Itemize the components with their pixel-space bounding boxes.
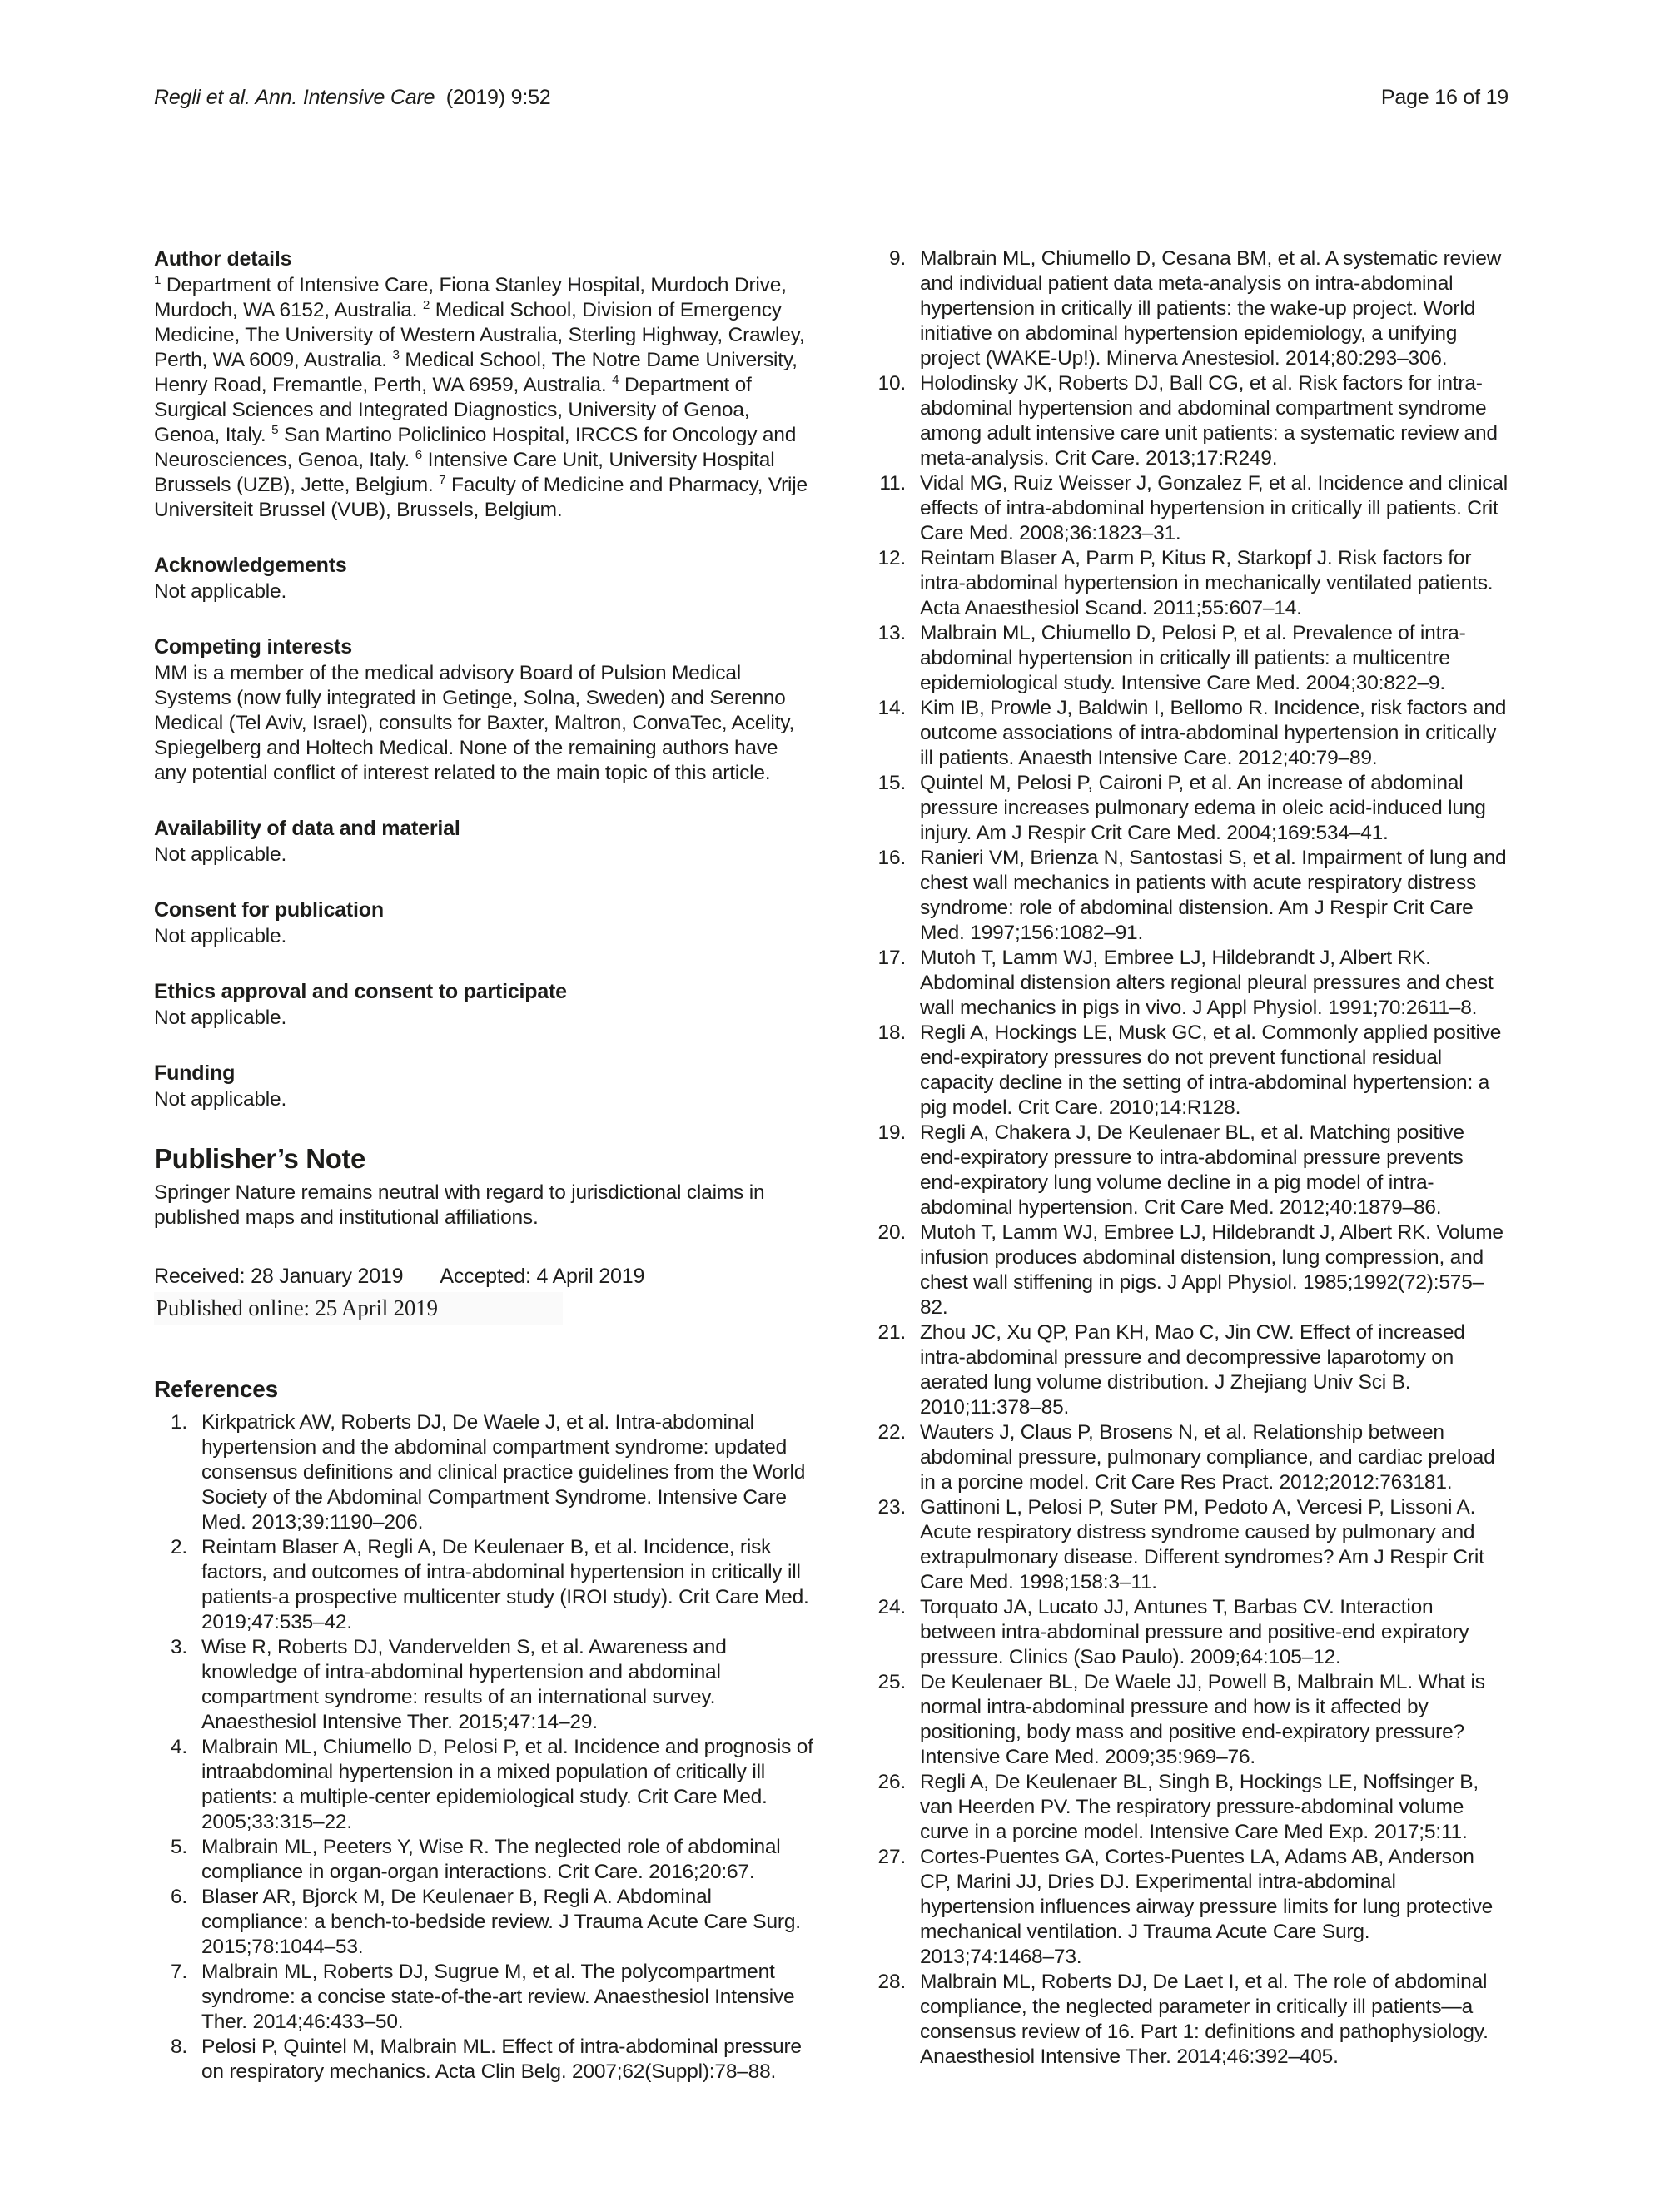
reference-item (154, 2035, 813, 2085)
reference-text: Zhou JC, Xu QP, Pan KH, Mao C, Jin CW. Effect of increased intra-abdominal pressure and decompressive laparotomy on aerated lung volume distribution. J Zhejiang Univ Sci B. 2010;11:378–85. (920, 1321, 1465, 1419)
reference-item (872, 1770, 1508, 1845)
consent-body: Not applicable. (154, 925, 287, 947)
section-references (154, 1375, 813, 2085)
header-citation (154, 85, 550, 110)
funding-body: Not applicable. (154, 1088, 287, 1111)
funding-heading: Funding (154, 1061, 236, 1085)
reference-text: Malbrain ML, Roberts DJ, De Laet I, et al. The role of abdominal compliance, the neglected parameter in critically ill patients—a consensus review of 16. Part 1: definitions and pathophysiology. Anaesthesiol Intensive Ther. 2014;46:392–405. (920, 1971, 1489, 2068)
reference-text: De Keulenaer BL, De Waele JJ, Powell B, Malbrain ML. What is normal intra-abdominal pressure and how is it affected by positioning, body mass and positive end-expiratory pressure? Intensive Care Med. 2009;35:969–76. (920, 1671, 1485, 1768)
reference-text: Kim IB, Prowle J, Baldwin I, Bellomo R. Incidence, risk factors and outcome associations of intra-abdominal hypertension in critically ill patients. Anaesth Intensive Care. 2012;40:79–89. (920, 697, 1507, 769)
reference-text: Gattinoni L, Pelosi P, Suter PM, Pedoto A, Vercesi P, Lissoni A. Acute respiratory distress syndrome caused by pulmonary and extrapulmonary disease. Different syndromes? Am J Respir Crit Care Med. 1998;158:3–11. (920, 1496, 1484, 1593)
reference-number: 28. (877, 1971, 906, 1993)
reference-item (872, 1970, 1508, 2070)
reference-text: Kirkpatrick AW, Roberts DJ, De Waele J, et al. Intra-abdominal hypertension and the abdominal compartment syndrome: updated consensus definitions and clinical practice guidelines from the World Society of the Abdominal Compartment Syndrome. Intensive Care Med. 2013;39:1190–206. (201, 1411, 806, 1533)
reference-number: 18. (877, 1021, 906, 1044)
reference-item (154, 1735, 813, 1835)
reference-text: Wauters J, Claus P, Brosens N, et al. Relationship between abdominal pressure, pulmonary compliance, and cardiac preload in a porcine model. Crit Care Res Pract. 2012;2012:763181. (920, 1421, 1495, 1494)
reference-item (154, 1410, 813, 1535)
reference-text: Malbrain ML, Peeters Y, Wise R. The neglected role of abdominal compliance in organ-organ interactions. Crit Care. 2016;20:67. (201, 1836, 781, 1883)
section-author-details (154, 246, 813, 523)
acknowledgements-body: Not applicable. (154, 580, 287, 603)
competing-interests-heading: Competing interests (154, 635, 352, 659)
running-header (154, 85, 1508, 110)
reference-number: 7. (170, 1961, 187, 1983)
reference-text: Vidal MG, Ruiz Weisser J, Gonzalez F, et al. Incidence and clinical effects of intra-abdominal hypertension in critically ill patients. Crit Care Med. 2008;36:1823–31. (920, 472, 1508, 544)
reference-item (872, 1021, 1508, 1121)
reference-item (872, 696, 1508, 771)
section-publishers-note (154, 1142, 813, 1230)
reference-item (872, 1845, 1508, 1970)
reference-item (872, 1220, 1508, 1320)
reference-item (154, 1835, 813, 1885)
reference-item (154, 1885, 813, 1960)
publishers-note-body: Springer Nature remains neutral with regard to jurisdictional claims in published maps and institutional affiliations. (154, 1181, 765, 1229)
reference-item (872, 1670, 1508, 1770)
reference-number: 25. (877, 1671, 906, 1693)
reference-text: Malbrain ML, Chiumello D, Pelosi P, et al. Prevalence of intra-abdominal hypertension in critically ill patients: a multicentre epidemiological study. Intensive Care Med. 2004;30:822–9. (920, 622, 1466, 694)
reference-text: Ranieri VM, Brienza N, Santostasi S, et al. Impairment of lung and chest wall mechanics in patients with acute respiratory distress syndrome: role of abdominal distension. Am J Respir Crit Care Med. 1997;156:1082–91. (920, 847, 1507, 944)
competing-interests-body: MM is a member of the medical advisory Board of Pulsion Medical Systems (now fully integrated in Getinge, Solna, Sweden) and Serenno Medical (Tel Aviv, Israel), consults for Baxter, Maltron, ConvaTec, Acelity, Spiegelberg and Holtech Medical. None of the remaining authors have any potential conflict of interest related to the main topic of this article. (154, 662, 795, 784)
reference-item (872, 946, 1508, 1021)
reference-text: Malbrain ML, Chiumello D, Pelosi P, et al. Incidence and prognosis of intraabdominal hypertension in a mixed population of critically ill patients: a multiple-center epidemiological study. Crit Care Med. 2005;33:315–22. (201, 1736, 813, 1833)
reference-number: 8. (170, 2036, 187, 2058)
author-details-heading: Author details (154, 247, 292, 271)
section-funding (154, 1061, 813, 1112)
reference-item (872, 371, 1508, 471)
consent-heading: Consent for publication (154, 898, 384, 922)
left-column (154, 246, 813, 2085)
reference-number: 20. (877, 1221, 906, 1244)
reference-number: 5. (170, 1836, 187, 1858)
acknowledgements-heading: Acknowledgements (154, 554, 347, 577)
reference-text: Malbrain ML, Chiumello D, Cesana BM, et al. A systematic review and individual patient data meta-analysis on intra-abdominal hypertension in critically ill patients: the wake-up project. World initiative on abdominal hypertension epidemiology, a unifying project (WAKE-Up!). Minerva Anestesiol. 2014;80:293–306. (920, 247, 1502, 370)
reference-text: Wise R, Roberts DJ, Vandervelden S, et al. Awareness and knowledge of intra-abdominal hypertension and abdominal compartment syndrome: results of an international survey. Anaesthesiol Intensive Ther. 2015;47:14–29. (201, 1636, 727, 1733)
ethics-heading: Ethics approval and consent to participate (154, 980, 567, 1003)
reference-item (872, 771, 1508, 846)
reference-item (872, 1595, 1508, 1670)
reference-number: 6. (170, 1886, 187, 1908)
section-consent (154, 897, 813, 949)
availability-body: Not applicable. (154, 843, 287, 866)
reference-number: 3. (170, 1636, 187, 1658)
published-online-date: Published online: 25 April 2019 (154, 1292, 563, 1325)
reference-item (872, 1320, 1508, 1420)
reference-text: Regli A, De Keulenaer BL, Singh B, Hockings LE, Noffsinger B, van Heerden PV. The respiratory pressure-abdominal volume curve in a porcine model. Intensive Care Med Exp. 2017;5:11. (920, 1771, 1479, 1843)
references-list-left (154, 1410, 813, 2085)
reference-text: Reintam Blaser A, Regli A, De Keulenaer B, et al. Incidence, risk factors, and outcomes of intra-abdominal hypertension in critically ill patients-a prospective multicenter study (IROI study). Crit Care Med. 2019;47:535–42. (201, 1536, 809, 1633)
reference-number: 13. (877, 622, 906, 644)
reference-number: 23. (877, 1496, 906, 1519)
reference-item (872, 621, 1508, 696)
reference-text: Mutoh T, Lamm WJ, Embree LJ, Hildebrandt J, Albert RK. Volume infusion produces abdominal distension, lung compression, and chest wall stiffening in pigs. J Appl Physiol. 1985;1992(72):575–82. (920, 1221, 1503, 1319)
reference-text: Malbrain ML, Roberts DJ, Sugrue M, et al. The polycompartment syndrome: a concise state-of-the-art review. Anaesthesiol Intensive Ther. 2014;46:433–50. (201, 1961, 795, 2033)
reference-number: 17. (877, 947, 906, 969)
section-ethics (154, 979, 813, 1031)
reference-item (154, 1635, 813, 1735)
reference-item (872, 246, 1508, 371)
reference-text: Cortes-Puentes GA, Cortes-Puentes LA, Adams AB, Anderson CP, Marini JJ, Dries DJ. Experimental intra-abdominal hypertension influences airway pressure limits for lung protective mechanical ventilation. J Trauma Acute Care Surg. 2013;74:1468–73. (920, 1846, 1494, 1968)
author-details-body: $^1$ Department of Intensive Care, Fiona Stanley Hospital, Murdoch Drive, Murdoch, WA 6152, Australia. $^2$ Medical School, Division of Emergency Medicine, The University of Western Australia, Sterling Highway, Crawley, Perth, WA 6009, Australia. $^3$ Medical School, The Notre Dame University, Henry Road, Fremantle, Perth, WA 6959, Australia. $^4$ Department of Surgical Sciences and Integrated Diagnostics, University of Genoa, Genoa, Italy. $^5$ San Martino Policlinico Hospital, IRCCS for Oncology and Neurosciences, Genoa, Italy. $^6$ Intensive Care Unit, University Hospital Brussels (UZB), Jette, Belgium. $^7$ Faculty of Medicine and Pharmacy, Vrije Universiteit Brussel (VUB), Brussels, Belgium. (154, 272, 808, 521)
references-heading: References (154, 1376, 278, 1402)
accepted-date: Accepted: 4 April 2019 (440, 1265, 645, 1288)
reference-number: 22. (877, 1421, 906, 1444)
availability-heading: Availability of data and material (154, 817, 460, 840)
right-column (872, 246, 1508, 2070)
reference-text: Pelosi P, Quintel M, Malbrain ML. Effect of intra-abdominal pressure on respiratory mechanics. Acta Clin Belg. 2007;62(Suppl):78–88. (201, 2036, 802, 2083)
published-online-line (154, 1289, 813, 1325)
reference-text: Reintam Blaser A, Parm P, Kitus R, Starkopf J. Risk factors for intra-abdominal hypertension in mechanically ventilated patients. Acta Anaesthesiol Scand. 2011;55:607–14. (920, 547, 1494, 619)
reference-text: Blaser AR, Bjorck M, De Keulenaer B, Regli A. Abdominal compliance: a bench-to-bedside review. J Trauma Acute Care Surg. 2015;78:1044–53. (201, 1886, 801, 1958)
reference-number: 1. (170, 1411, 187, 1434)
reference-number: 14. (877, 697, 906, 719)
reference-item (154, 1960, 813, 2035)
reference-number: 19. (877, 1121, 906, 1144)
reference-number: 27. (877, 1846, 906, 1868)
header-citation-issue: (2019) 9:52 (435, 86, 551, 109)
reference-number: 16. (877, 847, 906, 869)
reference-text: Holodinsky JK, Roberts DJ, Ball CG, et al. Risk factors for intra-abdominal hypertension and abdominal compartment syndrome among adult intensive care unit patients: a systematic review and meta-analysis. Crit Care. 2013;17:R249. (920, 372, 1498, 470)
reference-text: Torquato JA, Lucato JJ, Antunes T, Barbas CV. Interaction between intra-abdominal pressure and positive-end expiratory pressure. Clinics (Sao Paulo). 2009;64:105–12. (920, 1596, 1469, 1668)
section-acknowledgements (154, 553, 813, 604)
reference-number: 26. (877, 1771, 906, 1793)
section-availability (154, 816, 813, 867)
reference-number: 15. (877, 772, 906, 794)
reference-number: 10. (877, 372, 906, 395)
reference-number: 9. (888, 247, 906, 270)
reference-item (872, 546, 1508, 621)
ethics-body: Not applicable. (154, 1007, 287, 1029)
reference-item (872, 1121, 1508, 1220)
reference-number: 11. (879, 472, 906, 495)
reference-text: Regli A, Hockings LE, Musk GC, et al. Commonly applied positive end-expiratory pressures do not prevent functional residual capacity decline in the setting of intra-abdominal hypertension: a pig model. Crit Care. 2010;14:R128. (920, 1021, 1502, 1119)
reference-number: 24. (877, 1596, 906, 1618)
reference-number: 21. (877, 1321, 906, 1344)
reference-item (872, 471, 1508, 546)
reference-item (872, 1495, 1508, 1595)
reference-number: 12. (877, 547, 906, 569)
page-indicator: Page 16 of 19 (1380, 86, 1508, 109)
reference-text: Regli A, Chakera J, De Keulenaer BL, et al. Matching positive end-expiratory pressure to intra-abdominal pressure prevents end-expiratory lung volume decline in a pig model of intra-abdominal hypertension. Crit Care Med. 2012;40:1879–86. (920, 1121, 1464, 1219)
reference-item (872, 846, 1508, 946)
section-competing-interests (154, 634, 813, 786)
reference-text: Mutoh T, Lamm WJ, Embree LJ, Hildebrandt J, Albert RK. Abdominal distension alters regional pleural pressures and chest wall mechanics in pigs in vivo. J Appl Physiol. 1991;70:2611–8. (920, 947, 1494, 1019)
reference-number: 4. (170, 1736, 187, 1758)
references-list-right (872, 246, 1508, 2070)
received-date: Received: 28 January 2019 (154, 1265, 404, 1288)
publishers-note-heading: Publisher’s Note (154, 1143, 365, 1174)
reference-text: Quintel M, Pelosi P, Caironi P, et al. An increase of abdominal pressure increases pulmonary edema in oleic acid-induced lung injury. Am J Respir Crit Care Med. 2004;169:534–41. (920, 772, 1486, 844)
reference-number: 2. (170, 1536, 187, 1558)
header-citation-italic: Regli et al. Ann. Intensive Care (154, 86, 435, 109)
reference-item (154, 1535, 813, 1635)
reference-item (872, 1420, 1508, 1495)
dates-line (154, 1264, 813, 1289)
